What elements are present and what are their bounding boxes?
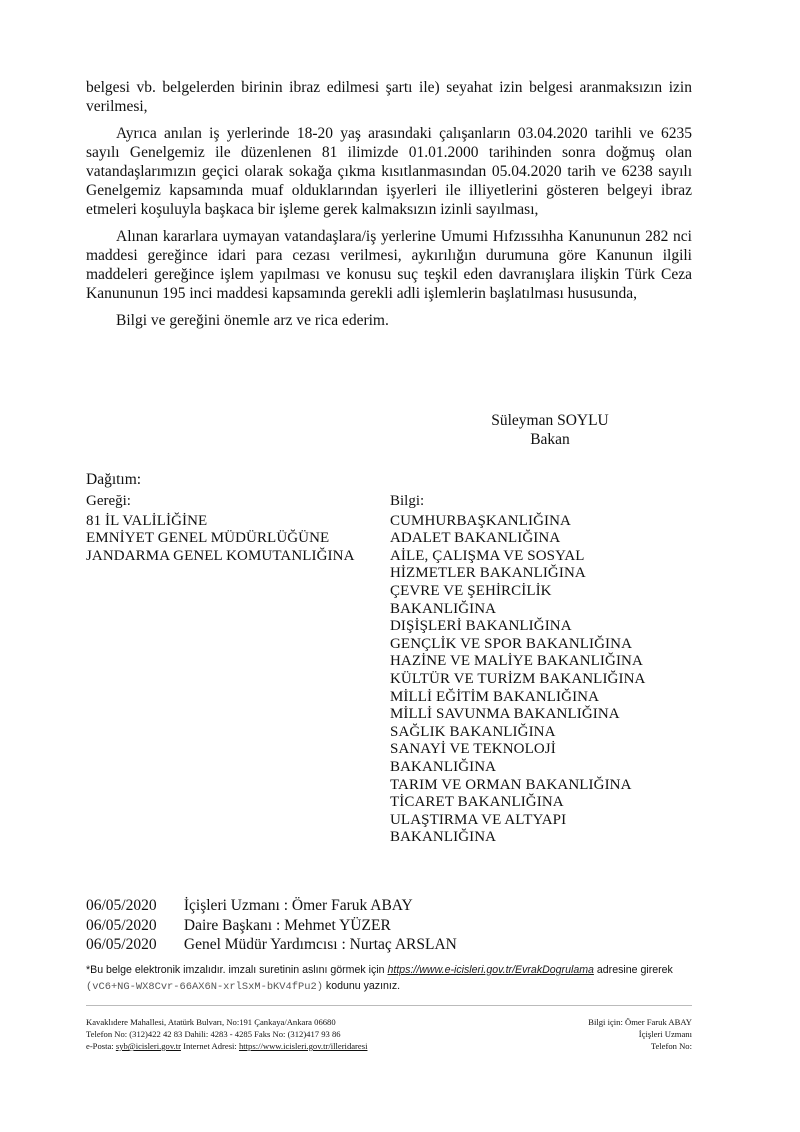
approval-row — [86, 916, 457, 936]
footer-web-label: Internet Adresi: — [183, 1041, 237, 1051]
bilgi-item: KÜLTÜR VE TURİZM BAKANLIĞINA — [390, 670, 646, 687]
verification-suffix: kodunu yazınız. — [325, 980, 401, 992]
bilgi-item: ADALET BAKANLIĞINA — [390, 530, 561, 547]
document-body — [86, 78, 692, 338]
footer-phone: Telefon No: (312)422 42 83 Dahili: 4283 - 4285 Faks No: (312)417 93 86 — [86, 1029, 341, 1039]
distribution-geregi — [86, 493, 355, 565]
footer-contact — [86, 1016, 367, 1052]
footer-web-link[interactable]: https://www.icisleri.gov.tr/illeridaresi — [238, 1041, 368, 1051]
bilgi-item: TARIM VE ORMAN BAKANLIĞINA — [390, 776, 632, 793]
bilgi-item: MİLLİ EĞİTİM BAKANLIĞINA — [390, 688, 600, 705]
bilgi-item: GENÇLİK VE SPOR BAKANLIĞINA — [390, 635, 633, 652]
signature-title: Bakan — [530, 431, 570, 448]
verification-note — [86, 962, 706, 995]
distribution-bilgi — [390, 493, 645, 847]
approvals-list — [86, 896, 457, 955]
geregi-header: Gereği: — [86, 493, 131, 509]
bilgi-item: ULAŞTIRMA VE ALTYAPI — [390, 811, 567, 828]
body-paragraph-4: Bilgi ve gereğini önemle arz ve rica ederim. — [116, 312, 389, 329]
approval-text: İçişleri Uzmanı : Ömer Faruk ABAY — [183, 897, 413, 914]
footer-info-phone: Telefon No: — [650, 1041, 692, 1051]
bilgi-item: HİZMETLER BAKANLIĞINA — [390, 565, 586, 582]
signature-name: Süleyman SOYLU — [491, 412, 609, 429]
geregi-item: EMNİYET GENEL MÜDÜRLÜĞÜNE — [86, 530, 330, 547]
approval-row — [86, 896, 457, 916]
bilgi-item: SANAYİ VE TEKNOLOJİ — [390, 741, 556, 758]
bilgi-item: TİCARET BAKANLIĞINA — [390, 794, 564, 811]
bilgi-item: BAKANLIĞINA — [390, 758, 497, 775]
bilgi-item: BAKANLIĞINA — [390, 600, 497, 617]
footer-info — [588, 1016, 692, 1052]
footer-address: Kavaklıdere Mahallesi, Atatürk Bulvarı, No:191 Çankaya/Ankara 06680 — [86, 1017, 336, 1027]
bilgi-item: MİLLİ SAVUNMA BAKANLIĞINA — [390, 706, 620, 723]
verification-prefix: *Bu belge elektronik imzalıdır. imzalı suretinin aslını görmek için — [86, 964, 385, 976]
body-paragraph-3: Alınan kararlara uymayan vatandaşlara/iş yerlerine Umumi Hıfzıssıhha Kanununun 282 nci maddesi gereğince idari para cezası verilmesi, aykırılığın durumuna göre Kanunun ilgili maddeleri gereğince işlem yapılması ve konusu suç teşkil eden davranışlara ilişkin Türk Ceza Kanununun 195 inci maddesi kapsamında gerekli adli işlemlerin başlatılması hususunda, — [86, 228, 692, 302]
bilgi-item: CUMHURBAŞKANLIĞINA — [390, 512, 571, 529]
footer-email-link[interactable]: syb@icisleri.gov.tr — [115, 1041, 181, 1051]
approval-date: 06/05/2020 — [86, 916, 157, 934]
bilgi-item: DIŞİŞLERİ BAKANLIĞINA — [390, 618, 572, 635]
footer-info-title: İçişleri Uzmanı — [638, 1029, 692, 1039]
footer-info-for: Bilgi için: Ömer Faruk ABAY — [588, 1017, 692, 1027]
signature-block — [470, 411, 630, 449]
geregi-item: 81 İL VALİLİĞİNE — [86, 512, 208, 529]
bilgi-item: BAKANLIĞINA — [390, 829, 497, 846]
body-paragraph-2: Ayrıca anılan iş yerlerinde 18-20 yaş arasındaki çalışanların 03.04.2020 tarihli ve 6235 sayılı Genelgemiz ile düzenlenen 81 ilimizde 01.01.2000 tarihinden sonra doğmuş olan vatandaşlarımızın geçici olarak sokağa çıkma kısıtlanmasından 05.04.2020 tarih ve 6238 sayılı Genelgemiz kapsamında muaf olduklarından işyerleri ile illiyetlerini gösteren belgeyi ibraz etmeleri koşuluyla başkaca bir işleme gerek kalmaksızın izinli sayılması, — [86, 125, 692, 218]
verification-code: (vC6+NG-WX8Cvr-66AX6N-xrlSxM-bKV4fPu2) — [86, 981, 323, 993]
approval-text: Genel Müdür Yardımcısı : Nurtaç ARSLAN — [183, 936, 457, 953]
approval-date: 06/05/2020 — [86, 936, 157, 953]
geregi-item: JANDARMA GENEL KOMUTANLIĞINA — [86, 547, 355, 564]
verification-middle: adresine girerek — [596, 964, 673, 976]
body-paragraph-1: belgesi vb. belgelerden birinin ibraz edilmesi şartı ile) seyahat izin belgesi aranmaksızın izin verilmesi, — [86, 79, 692, 115]
approval-text: Daire Başkanı : Mehmet YÜZER — [183, 916, 391, 934]
bilgi-item: HAZİNE VE MALİYE BAKANLIĞINA — [390, 653, 643, 670]
verification-link[interactable]: https://www.e-icisleri.gov.tr/EvrakDogrulama — [387, 964, 594, 976]
footer-email-label: e-Posta: — [86, 1041, 114, 1051]
footer-web-line — [86, 1040, 367, 1052]
bilgi-item: AİLE, ÇALIŞMA VE SOSYAL — [390, 547, 585, 564]
bilgi-item: SAĞLIK BAKANLIĞINA — [390, 723, 556, 740]
approval-row — [86, 935, 457, 955]
footer-divider — [86, 1005, 692, 1006]
approval-date: 06/05/2020 — [86, 897, 157, 914]
distribution-title: Dağıtım: — [86, 471, 142, 488]
bilgi-item: ÇEVRE VE ŞEHİRCİLİK — [390, 582, 552, 599]
bilgi-header: Bilgi: — [390, 493, 425, 509]
